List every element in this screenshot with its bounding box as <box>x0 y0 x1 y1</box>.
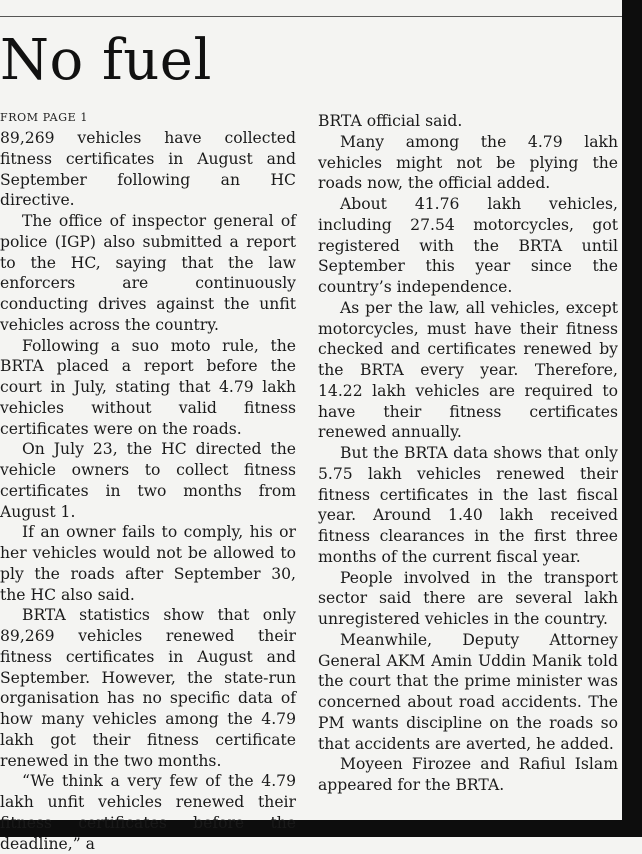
paragraph: But the BRTA data shows that only 5.75 lakh vehicles renewed their fitness certificates in the last fiscal year. Around 1.40 lakh received fitness clearances in the first three months of the current fiscal year. <box>318 444 618 566</box>
paragraph: Moyeen Firozee and Rafiul Islam appeared for the BRTA. <box>318 755 618 794</box>
headline: No fuel <box>0 28 212 93</box>
paragraph: Many among the 4.79 lakh vehicles might not be plying the roads now, the official added. <box>318 132 618 193</box>
scan-right-edge <box>622 0 642 837</box>
paragraph: The office of inspector general of police (IGP) also submitted a report to the HC, saying that the law enforcers are continuously conducting drives against the unfit vehicles across the country. <box>0 212 296 334</box>
right-column <box>318 111 618 796</box>
paragraph: About 41.76 lakh vehicles, including 27.54 motorcycles, got registered with the BRTA until September this year since the country’s independence. <box>318 195 618 296</box>
left-column <box>0 108 296 854</box>
paragraph: People involved in the transport sector said there are several lakh unregistered vehicles in the country. <box>318 568 618 628</box>
paragraph: 89,269 vehicles have collected fitness certificates in August and September following an HC directive. <box>0 129 296 210</box>
continuation-kicker: FROM PAGE 1 <box>0 111 88 124</box>
paragraph: “We think a very few of the 4.79 lakh unfit vehicles renewed their fitness certificates before the deadline,” a <box>0 772 296 853</box>
top-rule <box>0 16 622 17</box>
paragraph: BRTA statistics show that only 89,269 vehicles renewed their fitness certificates in August and September. However, the state-run organisation has no specific data of how many vehicles among the 4.79 lakh got their fitness certificate renewed in the two months. <box>0 606 296 770</box>
paragraph: BRTA official said. <box>318 112 463 130</box>
paragraph: As per the law, all vehicles, except motorcycles, must have their fitness checked and certificates renewed by the BRTA every year. Therefore, 14.22 lakh vehicles are required to have their fitness certificates renewed annually. <box>318 298 618 442</box>
paragraph: Meanwhile, Deputy Attorney General AKM Amin Uddin Manik told the court that the prime minister was concerned about road accidents. The PM wants discipline on the roads so that accidents are averted, he added. <box>318 630 618 753</box>
paragraph: Following a suo moto rule, the BRTA placed a report before the court in July, stating that 4.79 lakh vehicles without valid fitness certificates were on the roads. <box>0 336 296 438</box>
paragraph: On July 23, the HC directed the vehicle owners to collect fitness certificates in two months from August 1. <box>0 440 296 521</box>
paragraph: If an owner fails to comply, his or her vehicles would not be allowed to ply the roads after September 30, the HC also said. <box>0 523 296 604</box>
